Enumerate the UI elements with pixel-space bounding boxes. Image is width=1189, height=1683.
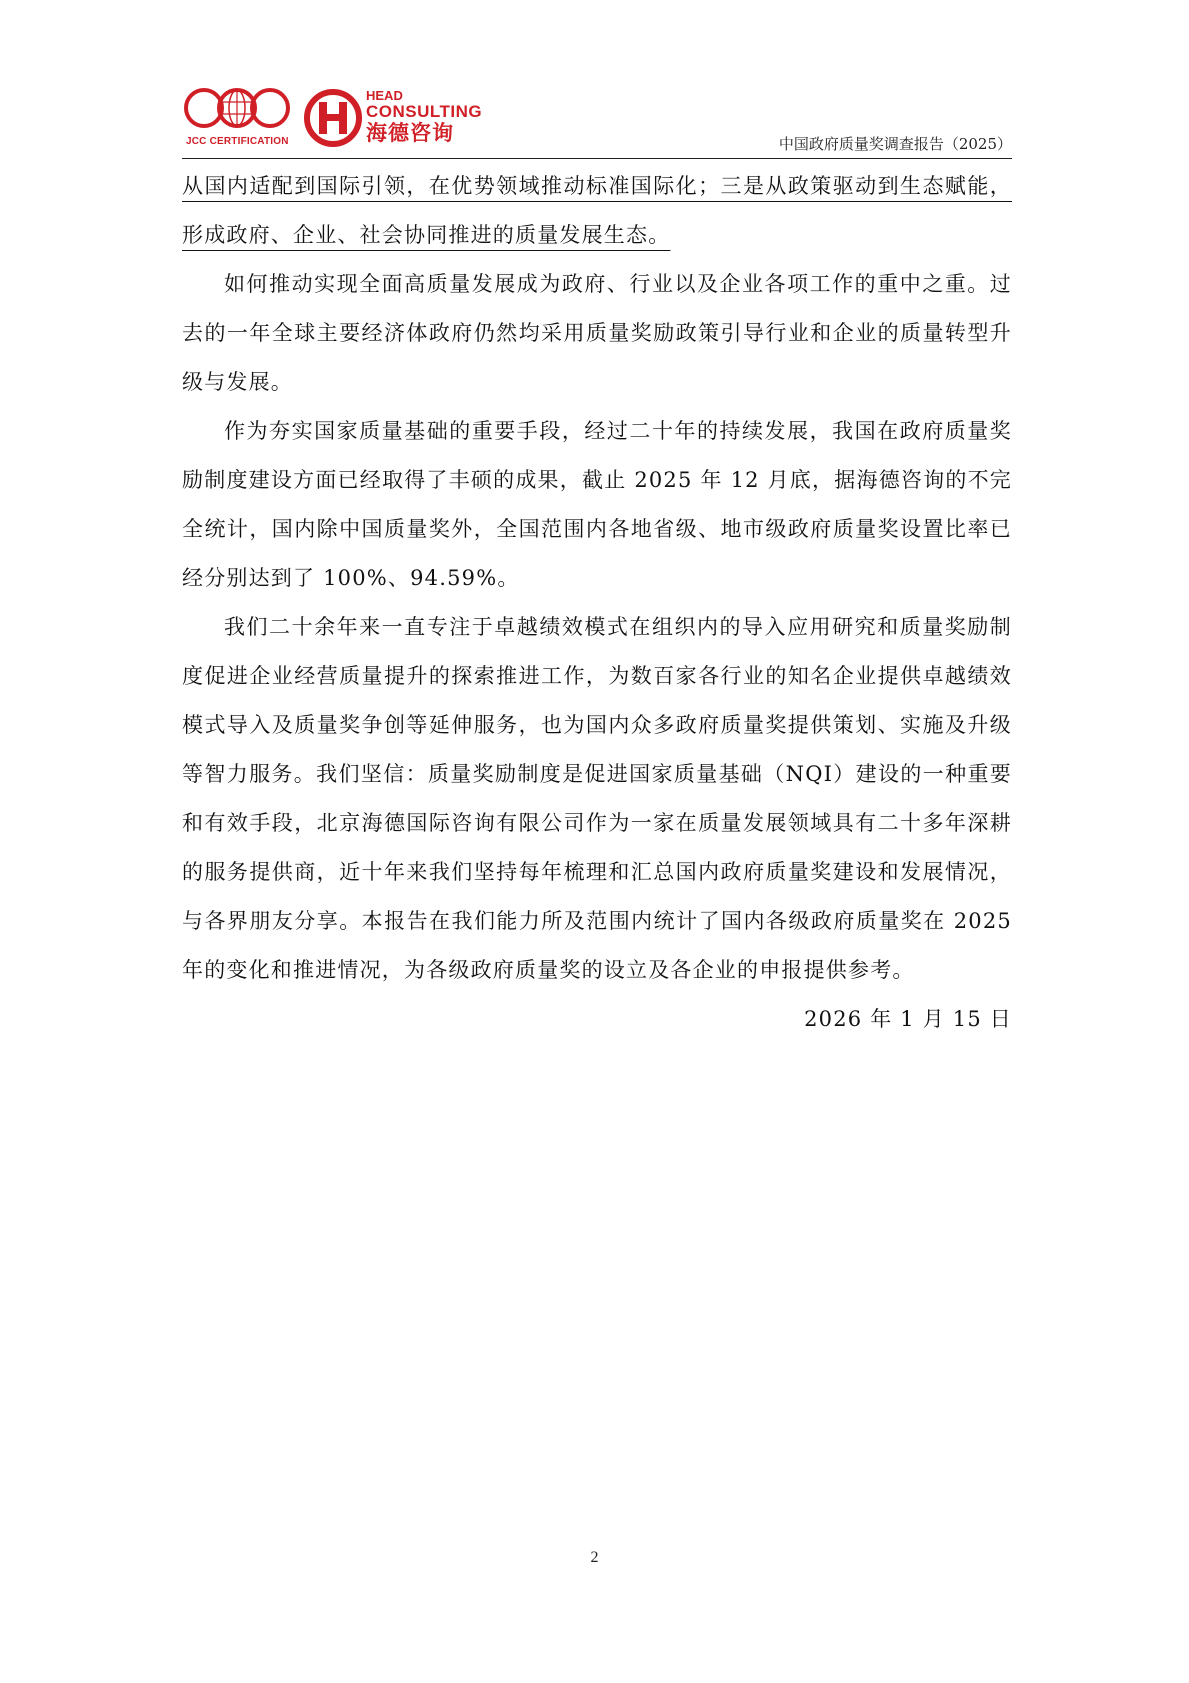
- paragraph: 作为夯实国家质量基础的重要手段，经过二十年的持续发展，我国在政府质量奖励制度建设方面已经取得了丰硕的成果，截止 2025 年 12 月底，据海德咨询的不完全统计，国内除中国质量奖外，全国范围内各地省级、地市级政府质量奖设置比率已经分别达到了 100%、94.59%。: [182, 419, 1012, 590]
- logo-consulting-text: CONSULTING: [366, 102, 483, 121]
- report-title: 中国政府质量奖调查报告（2025）: [778, 135, 1012, 153]
- paragraph-continued: [182, 162, 1012, 260]
- jcc-certification-logo: [182, 84, 292, 154]
- document-date: 2026 年 1 月 15 日: [804, 1007, 1012, 1031]
- page-number: 2: [590, 1549, 599, 1566]
- head-h-mark-icon: [304, 88, 364, 148]
- document-body: [182, 162, 1012, 1044]
- jcc-logo-text: JCC CERTIFICATION: [186, 136, 289, 147]
- logo-chinese-name: 海德咨询: [366, 121, 454, 145]
- logo-head-text: HEAD: [366, 88, 403, 103]
- underlined-text: 从国内适配到国际引领，在优势领域推动标准国际化；三是从政策驱动到生态赋能，形成政府、企业、社会协同推进的质量发展生态。: [182, 174, 1012, 247]
- jcc-rings-icon: [182, 84, 292, 136]
- header-divider: [182, 158, 1012, 159]
- head-consulting-logo: [304, 88, 504, 148]
- paragraph: 如何推动实现全面高质量发展成为政府、行业以及企业各项工作的重中之重。过去的一年全球主要经济体政府仍然均采用质量奖励政策引导行业和企业的质量转型升级与发展。: [182, 272, 1012, 394]
- page-header: [182, 84, 1012, 154]
- paragraph: 我们二十余年来一直专注于卓越绩效模式在组织内的导入应用研究和质量奖励制度促进企业经营质量提升的探索推进工作，为数百家各行业的知名企业提供卓越绩效模式导入及质量奖争创等延伸服务，也为国内众多政府质量奖提供策划、实施及升级等智力服务。我们坚信：质量奖励制度是促进国家质量基础（NQI）建设的一种重要和有效手段，北京海德国际咨询有限公司作为一家在质量发展领域具有二十多年深耕的服务提供商，近十年来我们坚持每年梳理和汇总国内政府质量奖建设和发展情况，与各界朋友分享。本报告在我们能力所及范围内统计了国内各级政府质量奖在 2025 年的变化和推进情况，为各级政府质量奖的设立及各企业的申报提供参考。: [182, 615, 1012, 982]
